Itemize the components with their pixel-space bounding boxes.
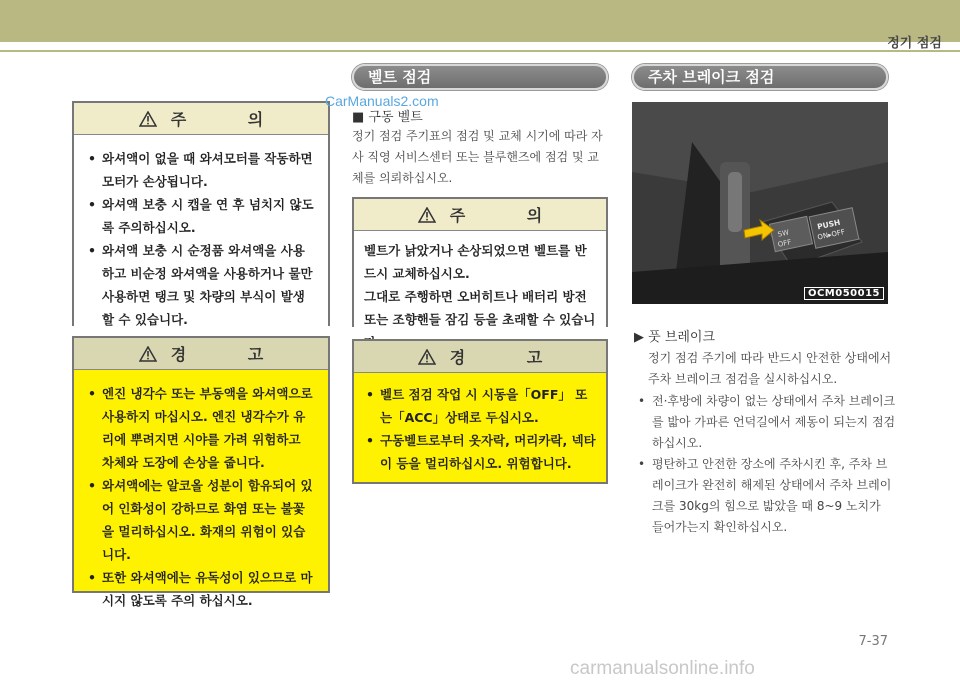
warning-header [74,338,328,370]
belt-paragraph: 정기 점검 주기표의 점검 및 교체 시기에 따라 자사 직영 서비스센터 또는 블루핸즈에 점검 및 교체를 의뢰하십시오. [352,129,603,185]
parking-check-list [634,391,896,538]
list-item: • 와셔액 보충 시 캡을 연 후 넘치지 않도록 주의하십시오. [86,193,314,239]
photo-label-push: PUSH [816,217,842,232]
list-item: • 평탄하고 안전한 장소에 주차시킨 후, 주차 브레이크가 완전히 해제된 상태에서 주차 브레이크를 30kg의 힘으로 밟았을 때 8~9 노치가 들어가는지 확인하십시오. [634,454,896,538]
list-item: • 전·후방에 차량이 없는 상태에서 주차 브레이크를 밟아 가파른 언덕길에서 제동이 되는지 점검하십시오. [634,391,896,454]
caution-box-left [72,101,330,326]
watermark: CarManuals2.com [325,93,439,109]
warning-triangle-icon [139,346,157,362]
caution-title: 주 의 [449,206,571,225]
parking-brake-photo [632,102,888,304]
parking-brake-illustration [632,102,888,304]
footer-watermark: carmanualsonline.info [570,658,755,679]
list-item: • 또한 와셔액에는 유독성이 있으므로 마시지 않도록 주의 하십시오. [86,566,316,612]
warning-triangle-icon [418,349,436,365]
parking-paragraph: 정기 점검 주기에 따라 반드시 안전한 상태에서 주차 브레이크 점검을 실시하십시오. [648,351,892,386]
photo-code: OCM050015 [804,287,884,300]
subhead-drive-belt: ■ 구동 벨트 [352,110,423,125]
caution-box-middle [352,197,608,327]
warning-header [354,341,606,373]
caution-line: 그대로 주행하면 오버히트나 배터리 방전 또는 조향핸들 잠김 등을 초래할 수 있습니 [364,289,596,327]
header-band [0,0,960,42]
page-header-title: 정기 점검 [887,36,942,51]
photo-label-onoff: ON▸OFF [816,227,846,242]
caution-header [74,103,328,135]
warning-body [354,373,606,482]
caution-title: 주 의 [170,110,292,129]
list-item: • 엔진 냉각수 또는 부동액을 와셔액으로 사용하지 마십시오. 엔진 냉각수가 유리에 뿌려지면 시야를 가려 위험하고 차체와 도장에 손상을 줍니다. [86,382,316,474]
list-item: • 구동벨트로부터 옷자락, 머리카락, 넥타이 등을 멀리하십시오. 위험합니다. [364,429,596,475]
page-number: 7-37 [858,634,888,649]
section-title-parking-brake: 주차 브레이크 점검 [632,64,888,90]
photo-label-sw: SW [777,228,790,239]
warning-box-middle [352,339,608,484]
warning-triangle-icon [139,111,157,127]
warning-triangle-icon [418,207,436,223]
warning-title: 경 고 [170,345,292,364]
warning-body [74,370,328,608]
list-item: • 와셔액이 없을 때 와셔모터를 작동하면 모터가 손상됩니다. [86,147,314,193]
caution-line: 벨트가 낡았거나 손상되었으면 벨트를 반드시 교체하십시오. [364,243,587,281]
list-item: • 와셔액에는 알코올 성분이 함유되어 있어 인화성이 강하므로 화염 또는 불꽃을 멀리하십시오. 화재의 위험이 있습니다. [86,474,316,566]
header-rule [0,50,960,52]
warning-title: 경 고 [449,348,571,367]
warning-box-left [72,336,330,608]
photo-label-off: OFF [777,238,793,249]
list-item: • 와셔액 보충 시 순정품 와셔액을 사용하고 비순정 와셔액을 사용하거나 물만 사용하면 탱크 및 차량의 부식이 발생할 수 있습니다. [86,239,314,331]
caution-header [354,199,606,231]
list-item: • 벨트 점검 작업 시 시동을「OFF」 또는「ACC」상태로 두십시오. [364,383,596,429]
subhead-foot-brake: ▶ 풋 브레이크 [634,330,716,345]
caution-body [74,135,328,341]
section-title-belt: 벨트 점검 [352,64,608,90]
